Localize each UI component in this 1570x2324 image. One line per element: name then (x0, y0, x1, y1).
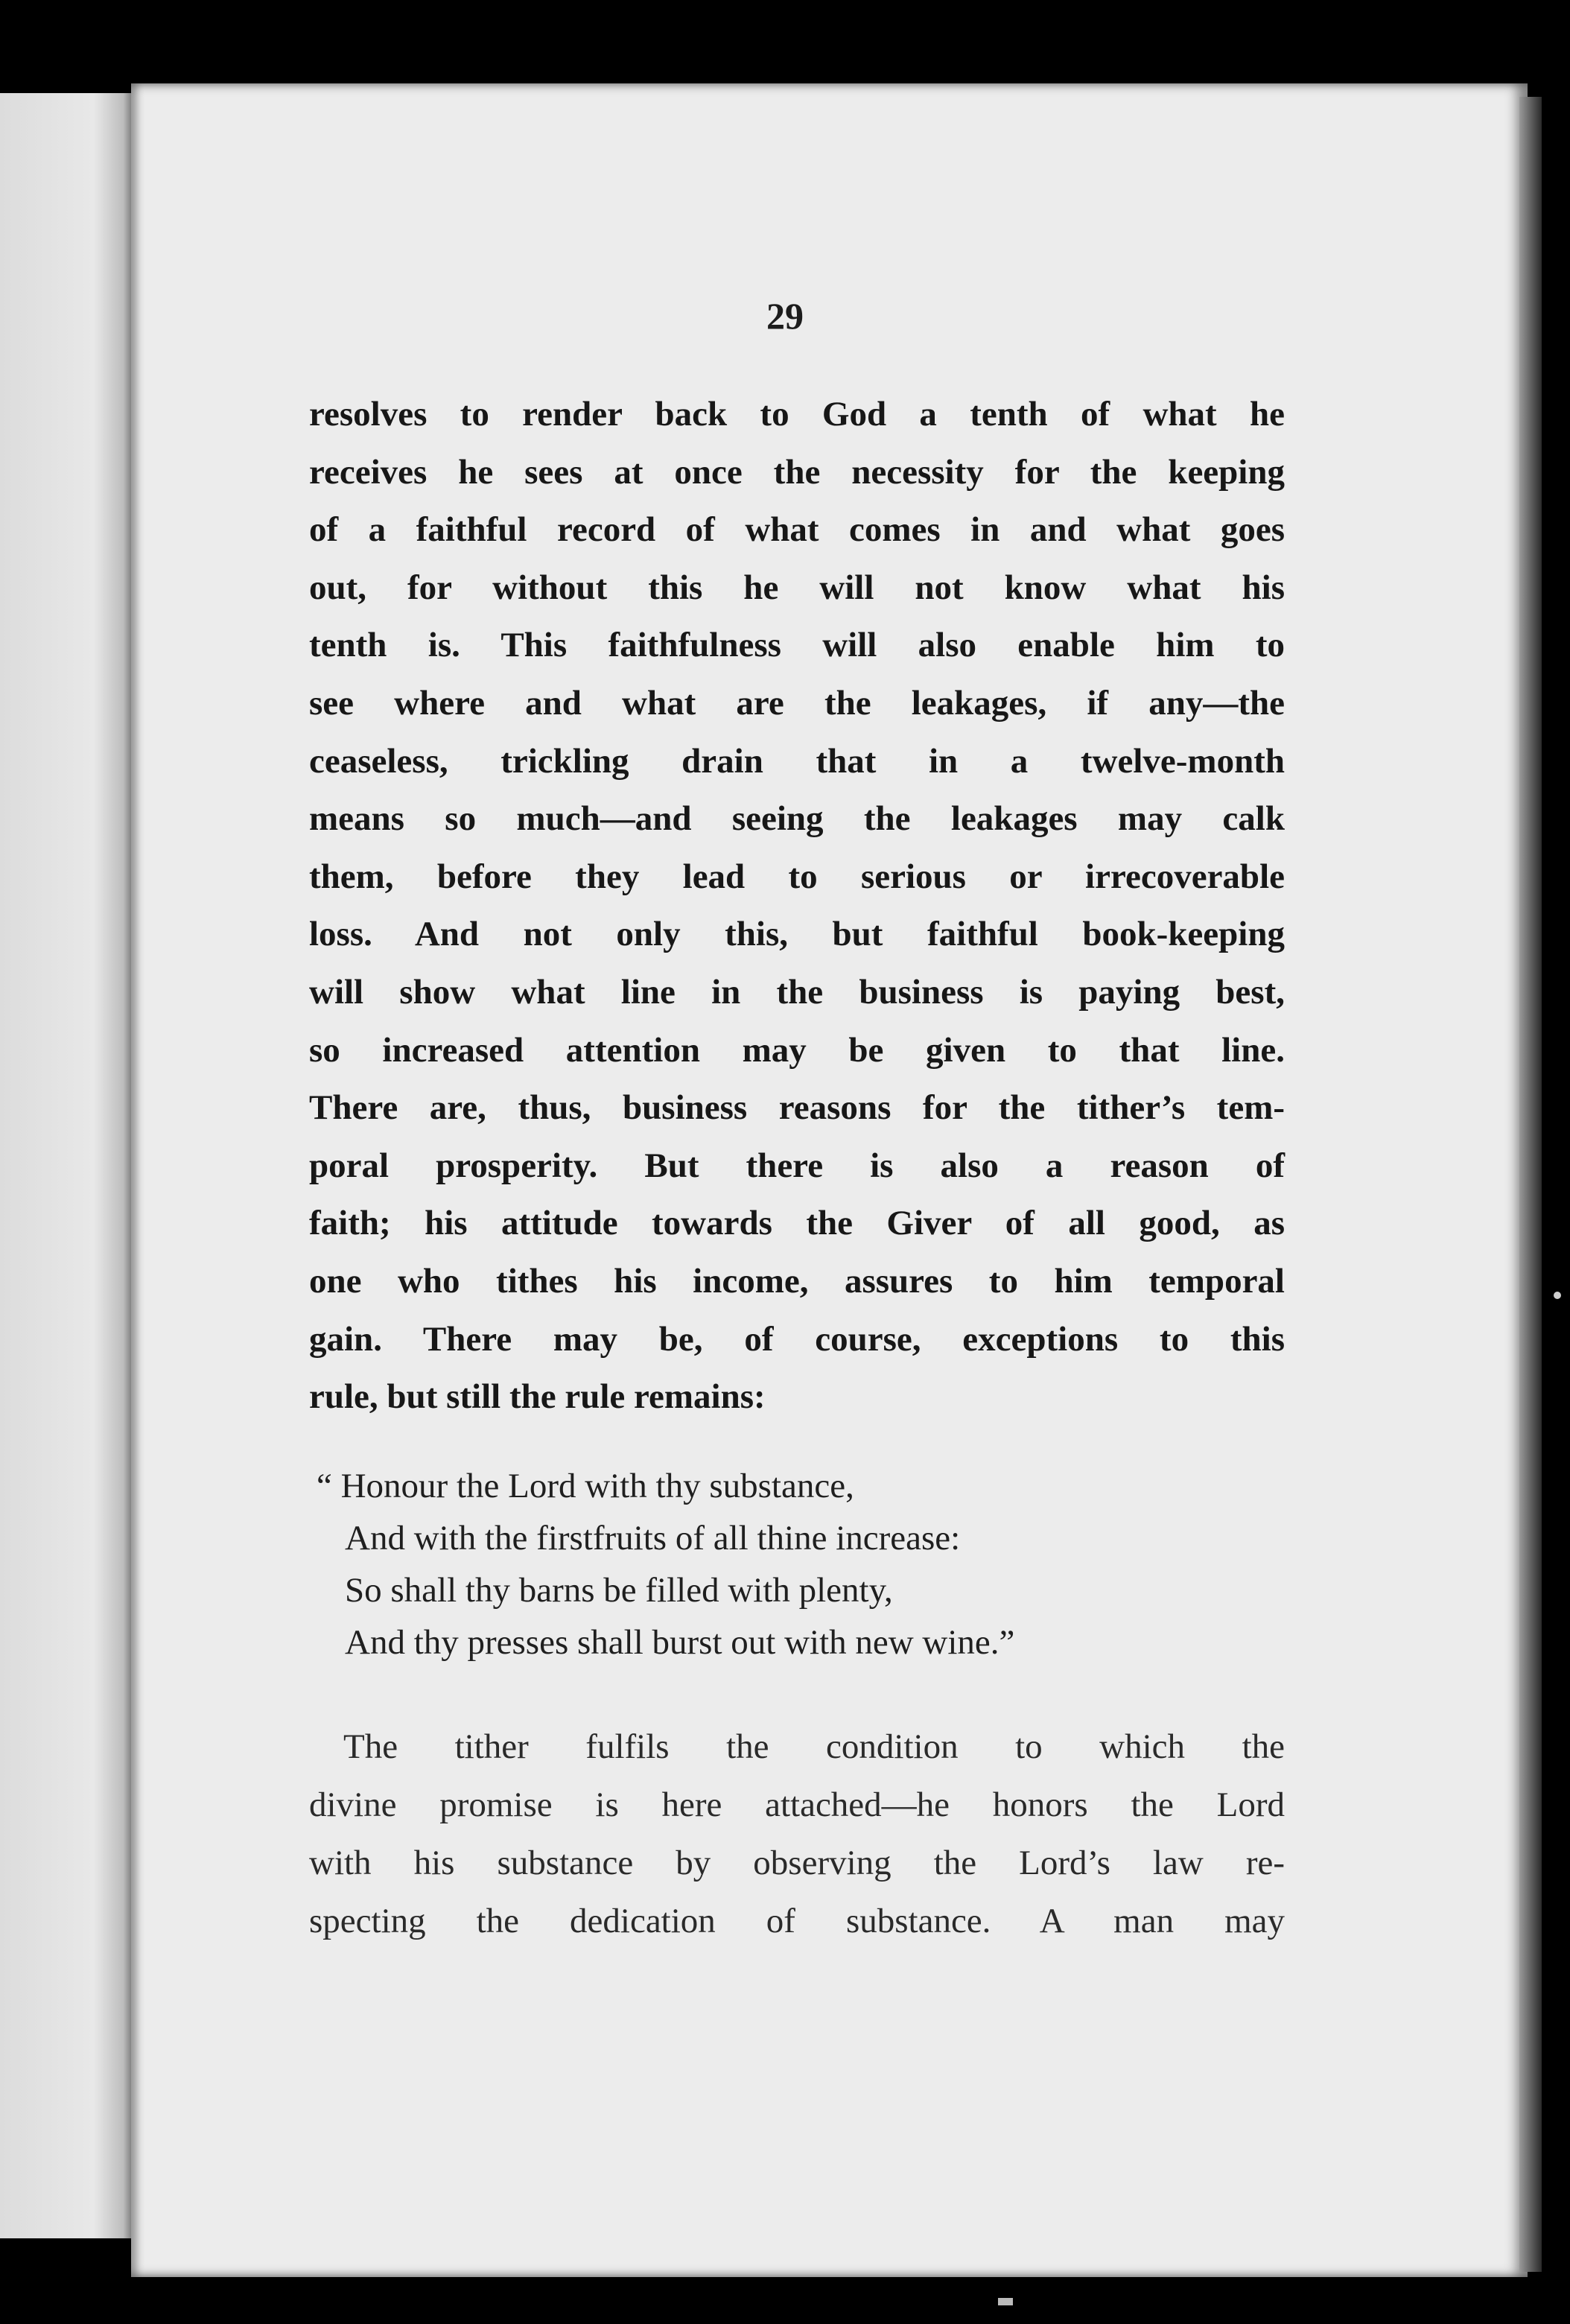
text-line: poral prosperity. But there is also a reason of (309, 1146, 1285, 1185)
page-edge-shadow (1519, 97, 1542, 2272)
text-line: The tither fulfils the condition to which the (343, 1727, 1285, 1766)
text-line: There are, thus, business reasons for the tither’s tem- (309, 1088, 1285, 1128)
text-line: receives he sees at once the necessity for the keeping (309, 452, 1285, 492)
text-line: them, before they lead to serious or irrecoverable (309, 857, 1285, 896)
facing-page-edge (0, 93, 134, 2238)
paragraph-2 (309, 1718, 1285, 1950)
text-line: of a faithful record of what comes in and what goes (309, 510, 1285, 550)
quote-line: And thy presses shall burst out with new wine.” (345, 1623, 1015, 1662)
scan-mark (998, 2298, 1013, 2305)
text-line: out, for without this he will not know what his (309, 568, 1285, 607)
text-line: with his substance by observing the Lord’s law re- (309, 1844, 1285, 1882)
text-line: divine promise is here attached—he honors the Lord (309, 1785, 1285, 1824)
text-line: resolves to render back to God a tenth of what he (309, 395, 1285, 434)
text-line: ceaseless, trickling drain that in a twelve-month (309, 741, 1285, 781)
text-line: gain. There may be, of course, exceptions to this (309, 1319, 1285, 1359)
text-line: so increased attention may be given to that line. (309, 1030, 1285, 1070)
text-line: will show what line in the business is paying best, (309, 972, 1285, 1012)
scripture-quote (317, 1460, 1285, 1669)
text-line: specting the dedication of substance. A man may (309, 1902, 1285, 1940)
text-line: means so much—and seeing the leakages may calk (309, 799, 1285, 839)
text-line: faith; his attitude towards the Giver of all good, as (309, 1204, 1285, 1243)
text-line: loss. And not only this, but faithful book-keeping (309, 915, 1285, 954)
quote-line: So shall thy barns be filled with plenty, (345, 1571, 893, 1610)
paragraph-1 (309, 386, 1285, 1426)
scan-speck (1554, 1292, 1561, 1299)
text-line: rule, but still the rule remains: (309, 1377, 766, 1417)
text-line: see where and what are the leakages, if any—the (309, 683, 1285, 723)
quote-line: And with the firstfruits of all thine increase: (345, 1519, 961, 1558)
quote-line: “ Honour the Lord with thy substance, (317, 1467, 854, 1505)
text-line: one who tithes his income, assures to him temporal (309, 1261, 1285, 1301)
text-line: tenth is. This faithfulness will also enable him to (309, 626, 1285, 665)
page-number: 29 (766, 295, 804, 337)
